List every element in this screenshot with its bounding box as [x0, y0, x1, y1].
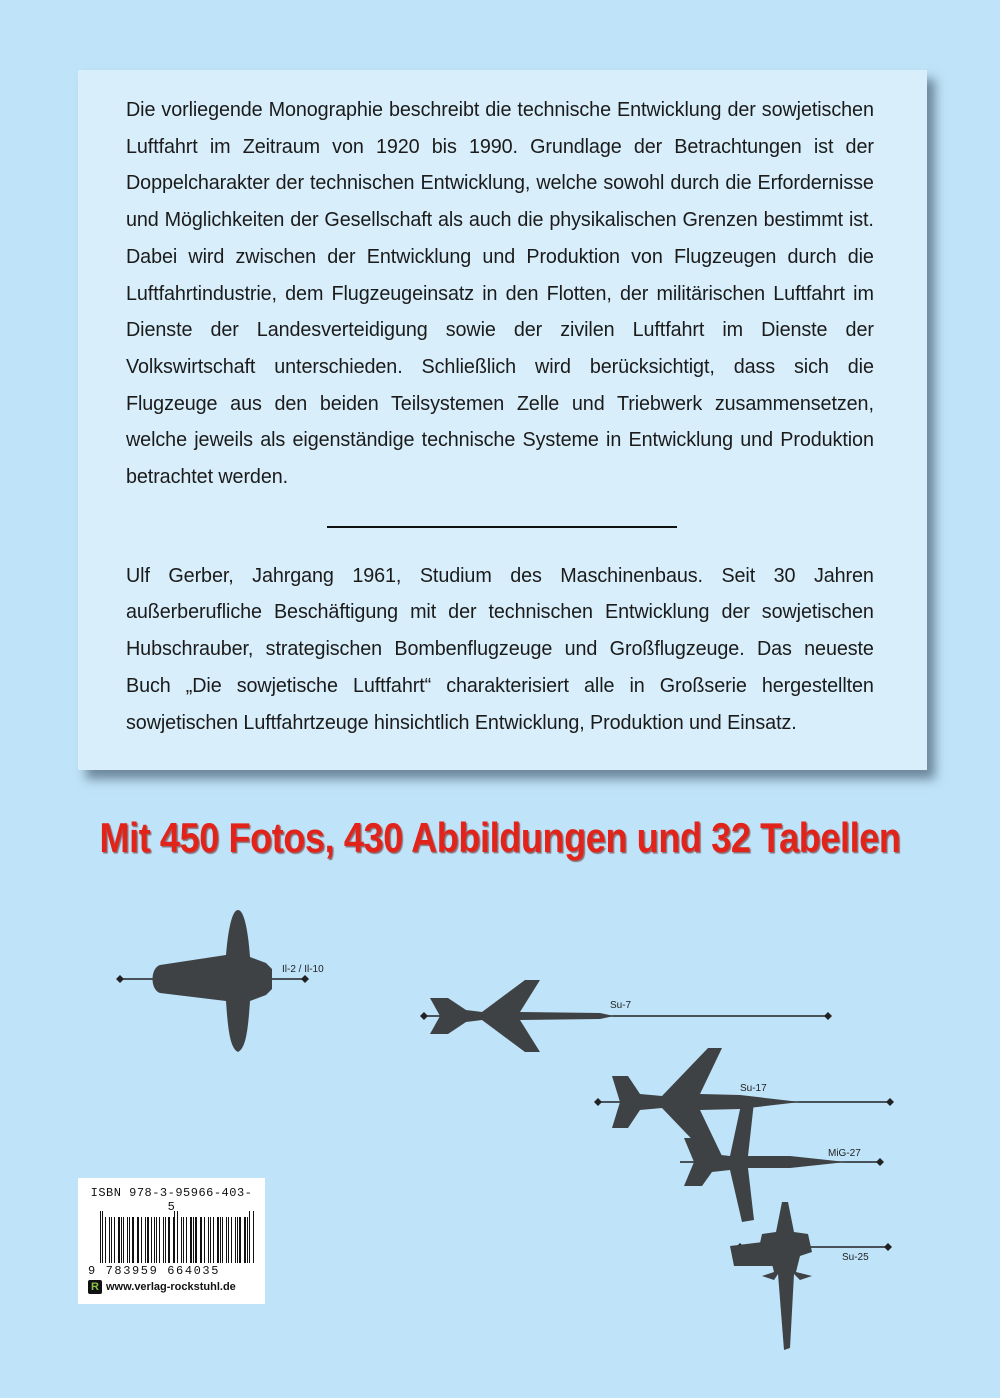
barcode-bar — [114, 1217, 115, 1263]
barcode-bar — [151, 1217, 152, 1263]
isbn-label: ISBN 978-3-95966-403-5 — [90, 1186, 253, 1214]
barcode-bar — [154, 1217, 155, 1263]
barcode-bar — [244, 1217, 246, 1263]
barcode-bar — [109, 1217, 111, 1263]
su7-silhouette — [420, 980, 832, 1052]
mig27-label: MiG-27 — [828, 1148, 861, 1159]
barcode-bar — [193, 1217, 194, 1263]
author-bio-paragraph: Ulf Gerber, Jahrgang 1961, Studium des Maschinenbaus. Seit 30 Jahren außerberufliche Beschäftigung mit der technischen Entwicklung der sowjetischen Hubschrauber, strategischen Bombenflugzeuge und Großflugzeuge. Das neueste Buch „Die sowjetische Luftfahrt“ charakterisiert alle in Großserie hergestellten sowjetischen Luftfahrtzeuge hinsichtlich Entwicklung, Produktion und Einsatz. — [126, 563, 874, 734]
barcode-bar — [249, 1211, 250, 1263]
barcode-bar — [181, 1217, 182, 1263]
barcode-bar — [141, 1217, 142, 1263]
barcode-bar — [231, 1217, 232, 1263]
barcode-bar — [123, 1217, 124, 1263]
publisher-website — [88, 1280, 255, 1294]
barcode-bar — [195, 1217, 196, 1263]
barcode-digits: 9 783959 664035 — [88, 1264, 221, 1278]
barcode-bar — [121, 1217, 122, 1263]
il2-silhouette — [116, 910, 324, 1052]
barcode-bar — [137, 1217, 138, 1263]
barcode-bar — [177, 1211, 178, 1263]
barcode-bar — [147, 1217, 149, 1263]
barcode-bar — [204, 1217, 205, 1263]
barcode-bar — [208, 1217, 209, 1263]
publisher-logo-icon: R — [88, 1280, 102, 1294]
barcode — [100, 1217, 255, 1263]
barcode-bar — [217, 1217, 219, 1263]
barcode-bar — [237, 1217, 238, 1263]
barcode-bar — [183, 1217, 184, 1263]
barcode-bar — [186, 1217, 187, 1263]
barcode-bar — [132, 1217, 133, 1263]
su7-label: Su-7 — [610, 1000, 632, 1011]
barcode-bar — [253, 1211, 254, 1263]
barcode-bar — [239, 1217, 240, 1263]
barcode-bar — [105, 1217, 106, 1263]
barcode-bar — [111, 1217, 112, 1263]
website-text: www.verlag-rockstuhl.de — [106, 1281, 236, 1293]
barcode-bar — [163, 1217, 164, 1263]
barcode-bar — [173, 1217, 174, 1263]
barcode-bar — [200, 1217, 201, 1263]
barcode-bar — [174, 1211, 175, 1263]
isbn-box — [78, 1178, 265, 1304]
barcode-bar — [226, 1217, 227, 1263]
su25-label: Su-25 — [842, 1252, 869, 1263]
barcode-bar — [210, 1217, 211, 1263]
barcode-bar — [118, 1217, 119, 1263]
il-label: Il-2 / Il-10 — [282, 964, 324, 975]
barcode-bar — [138, 1217, 139, 1263]
barcode-bar — [100, 1211, 101, 1263]
barcode-bar — [102, 1211, 103, 1263]
barcode-bar — [168, 1217, 170, 1263]
barcode-bar — [145, 1217, 146, 1263]
barcode-bar — [235, 1217, 236, 1263]
barcode-bar — [213, 1217, 214, 1263]
barcode-bar — [159, 1217, 160, 1263]
barcode-bar — [247, 1217, 248, 1263]
barcode-bar — [129, 1217, 131, 1263]
barcode-bar — [222, 1217, 223, 1263]
description-panel — [78, 70, 927, 770]
su17-label: Su-17 — [740, 1083, 767, 1094]
barcode-bar — [220, 1217, 221, 1263]
divider — [327, 526, 677, 528]
description-paragraph: Die vorliegende Monographie beschreibt die technische Entwicklung der sowjetischen Luftfahrt im Zeitraum von 1920 bis 1990. Grundlage der Betrachtungen ist der Doppelcharakter der technischen Entwicklung, welche sowohl durch die Erfordernisse und Möglichkeiten der Gesellschaft als auch die physikalischen Grenzen bestimmt ist. Dabei wird zwischen der Entwicklung und Produktion von Flugzeugen durch die Luftfahrtindustrie, dem Flugzeugeinsatz in den Flotten, der militärischen Luftfahrt im Dienste der Landesverteidigung sowie der zivilen Luftfahrt im Dienste der Volkswirtschaft unterschieden. Schließlich wird berücksichtigt, dass sich die Flugzeuge aus den beiden Teilsystemen Zelle und Triebwerk zusammensetzen, welche jeweils als eigenständige technische Systeme in Entwicklung und Produktion betrachtet werden. — [126, 98, 874, 489]
aircraft-silhouettes — [0, 880, 1000, 1398]
barcode-bar — [228, 1217, 229, 1263]
barcode-bar — [127, 1217, 128, 1263]
barcode-bar — [201, 1217, 202, 1263]
barcode-bar — [190, 1217, 192, 1263]
barcode-bar — [165, 1217, 166, 1263]
barcode-bar — [156, 1217, 157, 1263]
tagline: Mit 450 Fotos, 430 Abbildungen und 32 Tabellen — [99, 814, 901, 861]
su25-silhouette — [730, 1202, 892, 1350]
